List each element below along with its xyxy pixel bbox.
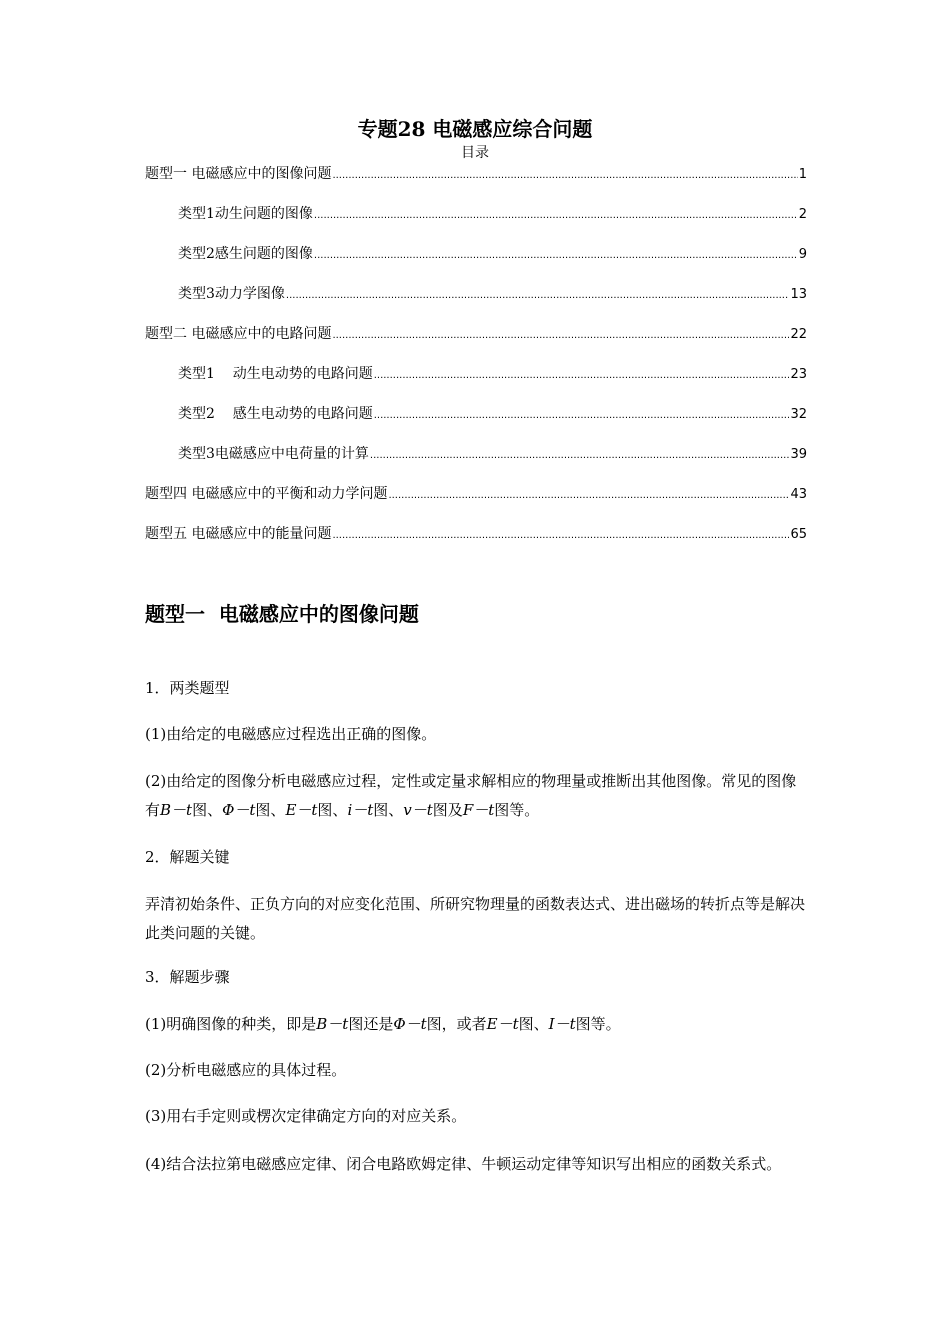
toc-entry-page: 43 [790, 487, 807, 502]
body-paragraph [145, 674, 810, 703]
math-v-t: v－t [403, 801, 433, 819]
body-paragraph [145, 963, 810, 992]
toc-entry[interactable] [145, 520, 807, 560]
paragraph-step-3: (3)用右手定则或楞次定律确定方向的对应关系。 [145, 1107, 467, 1125]
math-e-t: E－t [486, 1015, 519, 1033]
toc-entry-page: 2 [798, 207, 807, 222]
toc-entry[interactable] [145, 360, 807, 400]
body-paragraph [145, 843, 810, 872]
math-f-t: F－t [462, 801, 495, 819]
text-run: 图，或者 [426, 1015, 487, 1033]
toc-entry-page: 65 [790, 527, 807, 542]
text-run: 图及 [432, 801, 463, 819]
text-run: (1)明确图像的种类，即是 [145, 1015, 317, 1033]
paragraph-step-4: (4)结合法拉第电磁感应定律、闭合电路欧姆定律、牛顿运动定律等知识写出相应的函数关系式。 [145, 1155, 782, 1173]
body-paragraph [145, 767, 810, 825]
toc-entry-label: 类型1 动生电动势的电路问题 [178, 366, 373, 382]
subheading-steps: 3．解题步骤 [145, 968, 230, 986]
body-paragraph [145, 1102, 810, 1131]
text-run: 图还是 [348, 1015, 394, 1033]
paragraph-type-2 [145, 767, 810, 825]
toc-entry[interactable] [145, 440, 807, 480]
toc-leader-dots [374, 364, 790, 388]
toc-entry[interactable] [145, 400, 807, 440]
math-b-t: B－t [316, 1015, 349, 1033]
body-paragraph [145, 890, 810, 948]
math-phi-t: Φ－t [393, 1015, 427, 1033]
toc-entry[interactable] [145, 240, 807, 280]
paragraph-step-1 [145, 1010, 810, 1039]
text-run: 图等。 [494, 801, 540, 819]
paragraph-step-2: (2)分析电磁感应的具体过程。 [145, 1061, 347, 1079]
toc-entry-label: 题型二 电磁感应中的电路问题 [145, 326, 332, 342]
body-paragraph [145, 1150, 810, 1179]
text-run: 图等。 [575, 1015, 621, 1033]
toc-entry-page: 1 [798, 167, 807, 182]
math-e-t: E－t [285, 801, 318, 819]
toc-leader-dots [286, 284, 790, 308]
text-run: 图、 [373, 801, 404, 819]
text-run: 图、 [255, 801, 286, 819]
toc-entry-page: 9 [798, 247, 807, 262]
toc-entry-page: 13 [790, 287, 807, 302]
body-paragraph [145, 1010, 810, 1039]
body-paragraph [145, 720, 810, 749]
toc-entry[interactable] [145, 200, 807, 240]
toc-heading: 目录 [461, 145, 489, 161]
toc-entry[interactable] [145, 480, 807, 520]
text-run: 图、 [192, 801, 223, 819]
math-phi-t: Φ－t [222, 801, 256, 819]
section-heading: 题型一 电磁感应中的图像问题 [145, 602, 419, 626]
body-paragraph [145, 1056, 810, 1085]
toc-leader-dots [332, 524, 789, 548]
toc-leader-dots [332, 164, 797, 188]
document-title: 专题28 电磁感应综合问题 [357, 117, 593, 141]
toc-entry-page: 39 [790, 447, 807, 462]
toc-entry-label: 题型一 电磁感应中的图像问题 [145, 166, 332, 182]
subheading-key: 2．解题关键 [145, 848, 230, 866]
toc-entry-page: 23 [790, 367, 807, 382]
toc-entry-label: 类型3电磁感应中电荷量的计算 [178, 446, 369, 462]
toc-leader-dots [370, 444, 790, 468]
text-run: 图、 [518, 1015, 549, 1033]
toc-leader-dots [314, 244, 798, 268]
toc-leader-dots [374, 404, 790, 428]
math-b-t: B－t [160, 801, 193, 819]
toc-entry-label: 类型3动力学图像 [178, 286, 285, 302]
toc-entry[interactable] [145, 280, 807, 320]
toc-leader-dots [314, 204, 798, 228]
paragraph-type-1: (1)由给定的电磁感应过程选出正确的图像。 [145, 725, 437, 743]
toc-entry-label: 类型1动生问题的图像 [178, 206, 313, 222]
toc-entry-label: 题型四 电磁感应中的平衡和动力学问题 [145, 486, 388, 502]
paragraph-key: 弄清初始条件、正负方向的对应变化范围、所研究物理量的函数表达式、进出磁场的转折点等是解决此类问题的关键。 [145, 895, 806, 942]
toc-entry-label: 题型五 电磁感应中的能量问题 [145, 526, 332, 542]
toc-entry[interactable] [145, 160, 807, 200]
toc-entry-page: 22 [790, 327, 807, 342]
math-i-t: i－t [347, 801, 374, 819]
subheading-two-types: 1．两类题型 [145, 679, 230, 697]
text-run: 图、 [317, 801, 348, 819]
toc-leader-dots [332, 324, 789, 348]
toc-entry-label: 类型2 感生电动势的电路问题 [178, 406, 373, 422]
table-of-contents [145, 160, 807, 560]
toc-entry[interactable] [145, 320, 807, 360]
toc-entry-page: 32 [790, 407, 807, 422]
text-run: (2)由给定的图像分析电磁感应过程，定性或定量求解相应的物理量或推断出其他图像。常见的图像有 [145, 772, 797, 819]
toc-leader-dots [388, 484, 789, 508]
math-i-t: I－t [548, 1015, 576, 1033]
toc-entry-label: 类型2感生问题的图像 [178, 246, 313, 262]
